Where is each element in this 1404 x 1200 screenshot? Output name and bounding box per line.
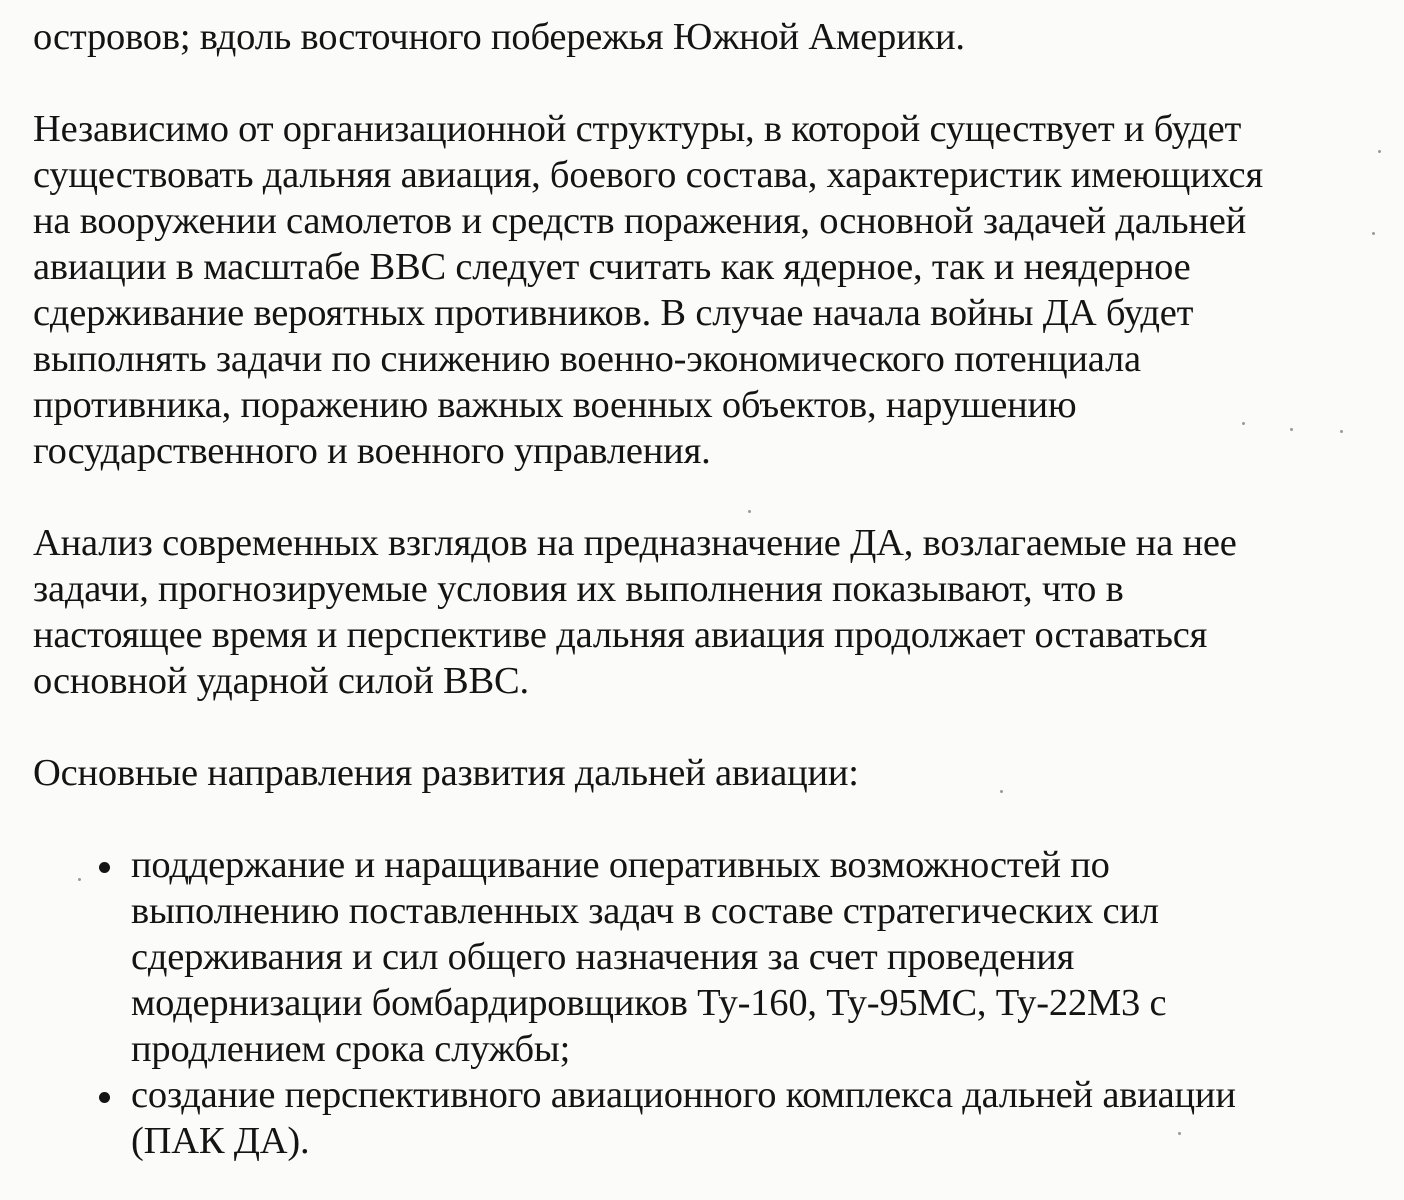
paragraph-organizational-structure bbox=[33, 106, 1374, 474]
text-line: авиации в масштабе ВВС следует считать как ядерное, так и неядерное bbox=[33, 246, 1191, 288]
text-line: противника, поражению важных военных объектов, нарушению bbox=[33, 384, 1077, 426]
paragraph-gap bbox=[33, 796, 1374, 842]
text-line: продлением срока службы; bbox=[131, 1028, 571, 1070]
text-line: основной ударной силой ВВС. bbox=[33, 660, 529, 702]
paragraph-gap bbox=[33, 704, 1374, 750]
text-line: выполнению поставленных задач в составе стратегических сил bbox=[131, 890, 1159, 932]
text-line: выполнять задачи по снижению военно-экономического потенциала bbox=[33, 338, 1141, 380]
scan-speck bbox=[1290, 428, 1293, 431]
list-item bbox=[95, 842, 1374, 1072]
text-line: государственного и военного управления. bbox=[33, 430, 711, 472]
text-line: задачи, прогнозируемые условия их выполнения показывают, что в bbox=[33, 568, 1124, 610]
scan-speck bbox=[1372, 232, 1375, 235]
bullet-icon bbox=[99, 862, 110, 873]
scan-speck bbox=[748, 510, 751, 513]
scan-speck bbox=[1378, 150, 1381, 153]
paragraph-gap bbox=[33, 60, 1374, 106]
scan-speck bbox=[1340, 430, 1343, 433]
scan-speck bbox=[78, 878, 81, 881]
paragraph-analysis bbox=[33, 520, 1374, 704]
text-line: островов; вдоль восточного побережья Южной Америки. bbox=[33, 16, 965, 58]
text-line: Независимо от организационной структуры, в которой существует и будет bbox=[33, 108, 1242, 150]
text-line: на вооружении самолетов и средств поражения, основной задачей дальней bbox=[33, 200, 1247, 242]
text-line: настоящее время и перспективе дальняя авиация продолжает оставаться bbox=[33, 614, 1208, 656]
text-line: Основные направления развития дальней авиации: bbox=[33, 752, 859, 794]
list-item bbox=[95, 1072, 1374, 1164]
bullet-icon bbox=[99, 1092, 110, 1103]
intro-line bbox=[33, 14, 1374, 60]
text-line: (ПАК ДА). bbox=[131, 1120, 310, 1162]
text-line: Анализ современных взглядов на предназначение ДА, возлагаемые на нее bbox=[33, 522, 1237, 564]
scan-speck bbox=[1000, 790, 1003, 793]
text-line: модернизации бомбардировщиков Ту-160, Ту-95МС, Ту-22М3 с bbox=[131, 982, 1167, 1024]
text-line: создание перспективного авиационного комплекса дальней авиации bbox=[131, 1074, 1236, 1116]
text-line: поддержание и наращивание оперативных возможностей по bbox=[131, 844, 1110, 886]
development-directions-list bbox=[33, 842, 1374, 1164]
scan-speck bbox=[1242, 422, 1245, 425]
paragraph-gap bbox=[33, 474, 1374, 520]
list-heading bbox=[33, 750, 1374, 796]
text-line: сдерживания и сил общего назначения за счет проведения bbox=[131, 936, 1075, 978]
text-line: существовать дальняя авиация, боевого состава, характеристик имеющихся bbox=[33, 154, 1263, 196]
scan-speck bbox=[1178, 1132, 1181, 1135]
text-line: сдерживание вероятных противников. В случае начала войны ДА будет bbox=[33, 292, 1194, 334]
